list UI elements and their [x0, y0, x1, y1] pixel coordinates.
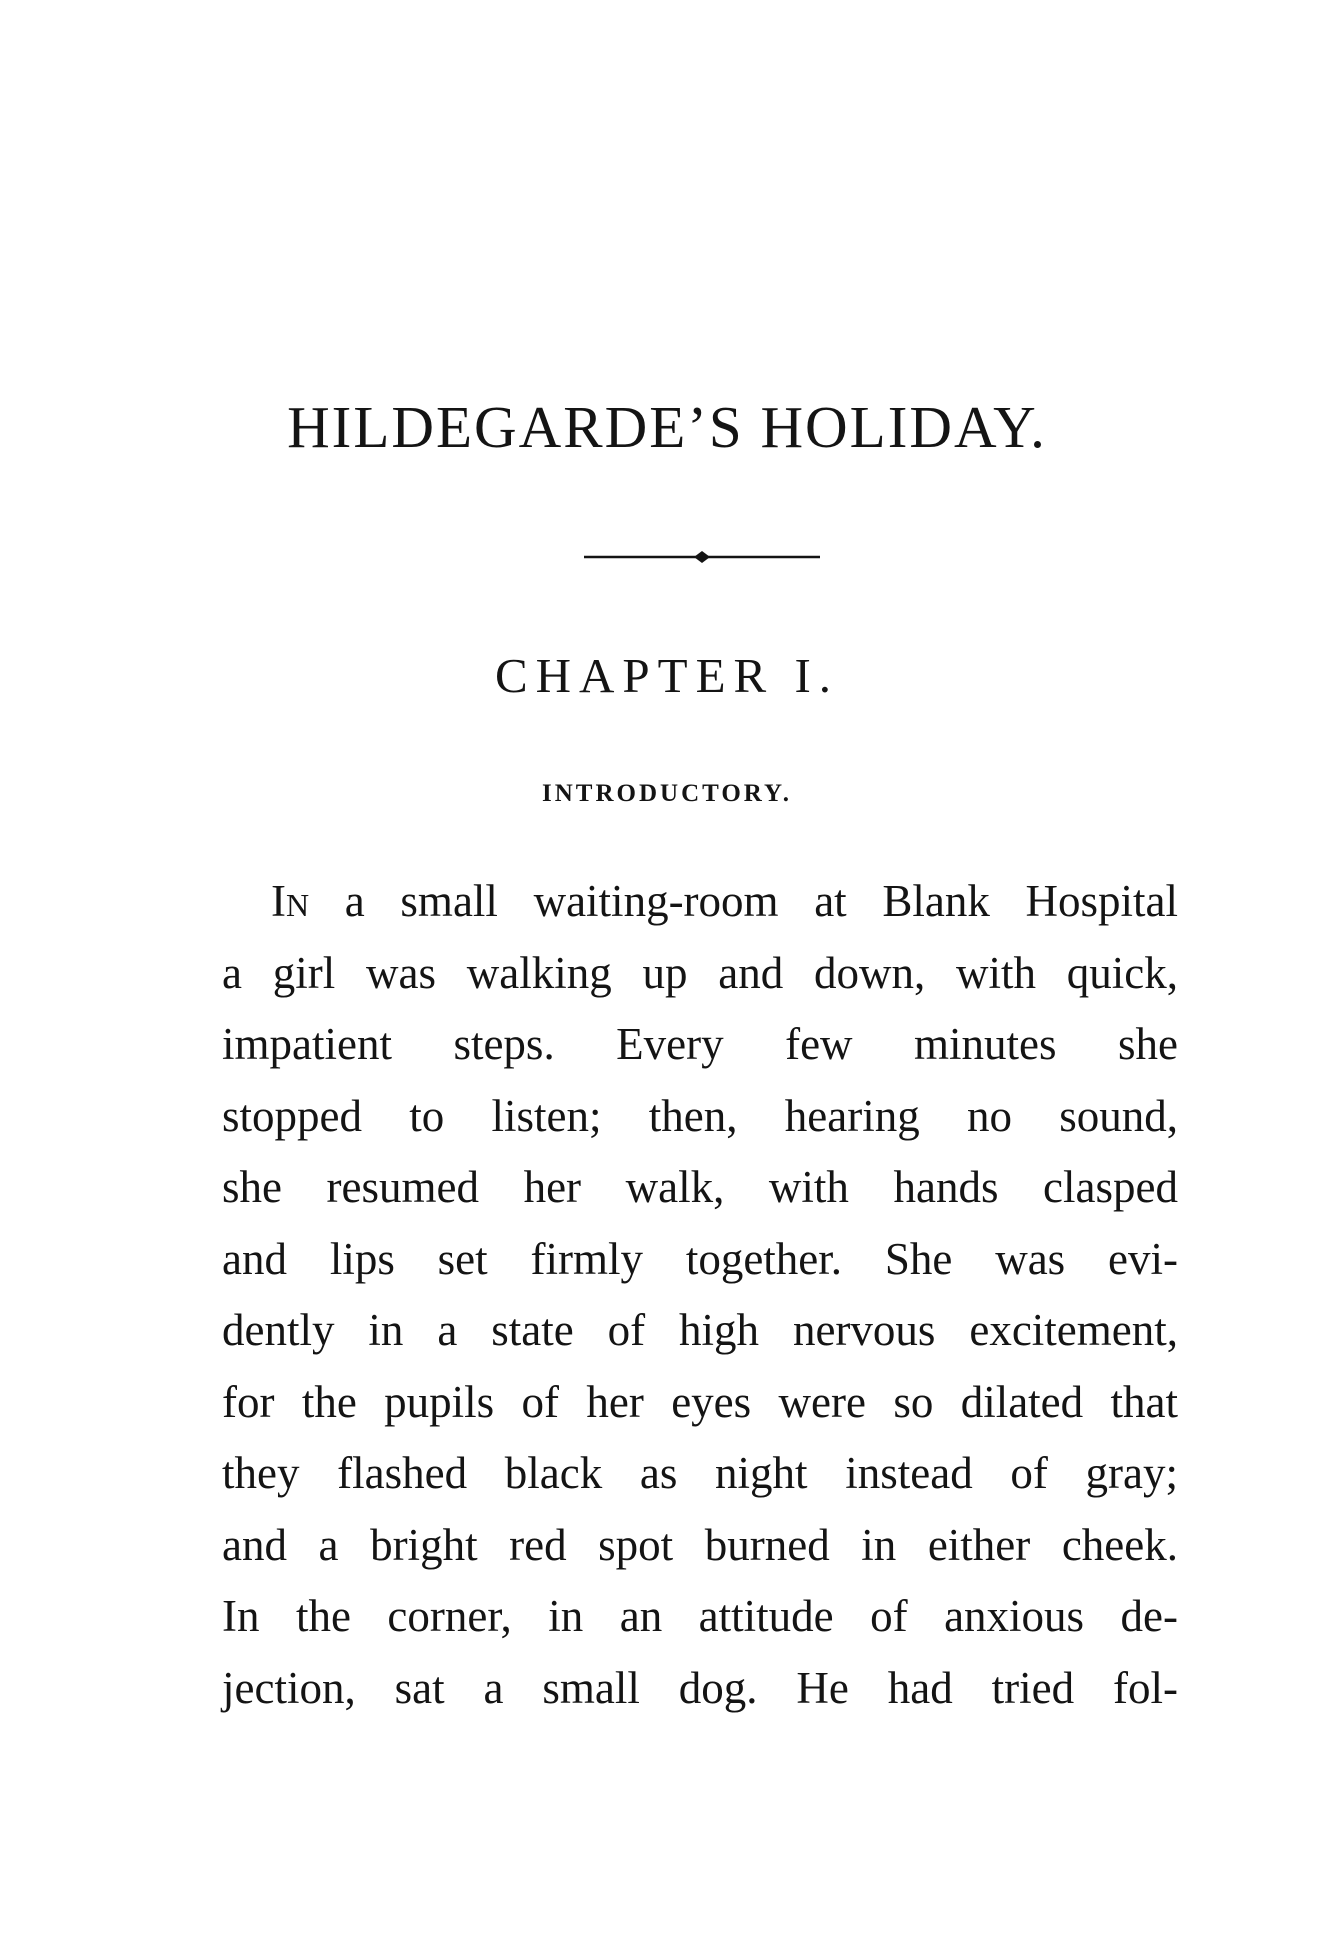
- text-line: stopped to listen; then, hearing no sound,: [222, 1090, 1178, 1141]
- body-text: [222, 866, 1178, 1724]
- text-line: and a bright red spot burned in either cheek.: [222, 1519, 1178, 1570]
- first-line-text: a small waiting-room at Blank Hospital: [344, 876, 1179, 926]
- text-line: she resumed her walk, with hands clasped: [222, 1162, 1178, 1212]
- text-line: a girl was walking up and down, with quick,: [222, 947, 1178, 998]
- chapter-subtitle: INTRODUCTORY.: [542, 780, 792, 807]
- ornament-rule: [584, 550, 820, 564]
- text-line: [222, 866, 1178, 938]
- drop-word: In: [271, 876, 310, 926]
- text-line: impatient steps. Every few minutes she: [222, 1019, 1178, 1069]
- text-line: In the corner, in an attitude of anxious de-: [222, 1591, 1178, 1641]
- chapter-heading: CHAPTER I.: [494, 648, 840, 703]
- text-line: jection, sat a small dog. He had tried fol-: [222, 1662, 1178, 1713]
- text-line: for the pupils of her eyes were so dilated that: [222, 1376, 1178, 1427]
- text-line: they flashed black as night instead of gray;: [222, 1448, 1178, 1498]
- text-line: dently in a state of high nervous excitement,: [222, 1305, 1178, 1355]
- book-title: HILDEGARDE’S HOLIDAY.: [287, 394, 1047, 460]
- text-line: and lips set firmly together. She was evi-: [222, 1233, 1178, 1284]
